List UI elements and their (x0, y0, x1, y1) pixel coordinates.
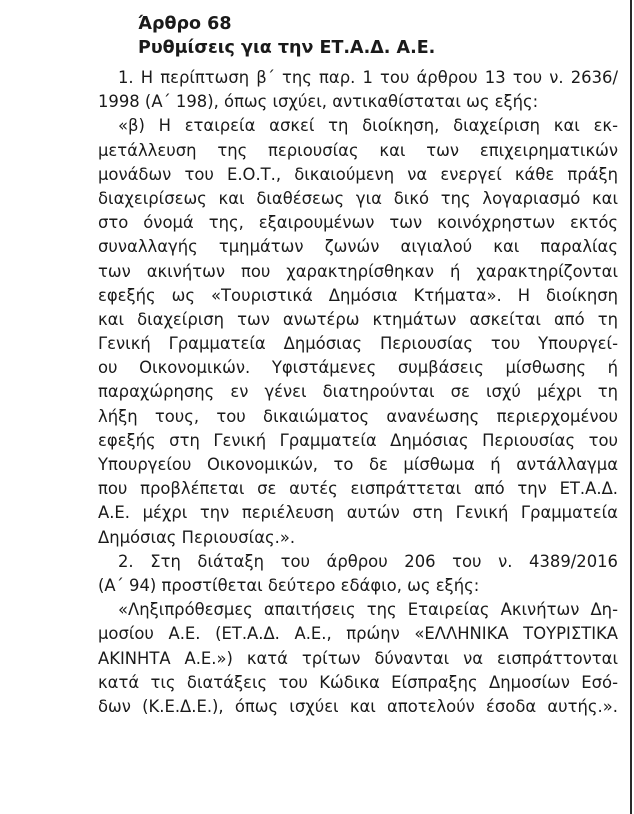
article-68 (98, 0, 618, 719)
paragraph-1-line: 1. Η περίπτωση β΄ της παρ. 1 του άρθρου 13 του ν. 2636/ (118, 68, 618, 87)
quote-1-line: Γενική Γραμματεία Δημόσιας Περιουσίας του Υπουργεί- (98, 334, 618, 354)
quote-1-line: που προβλέπεται σε αυτές εισπράττεται από την ΕΤ.Α.Δ. (98, 479, 618, 499)
quote-1-line: εφεξής ως «Τουριστικά Δημόσια Κτήματα». Η διοίκηση (98, 285, 618, 305)
quote-2-line: δων (Κ.Ε.Δ.Ε.), όπως ισχύει και αποτελούν έσοδα αυτής.». (98, 696, 618, 716)
quote-2-line: «Ληξιπρόθεσμες απαιτήσεις της Εταιρείας Ακινήτων Δη- (118, 600, 618, 620)
article-title: Ρυθμίσεις για την ΕΤ.Α.Δ. Α.Ε. (138, 38, 436, 58)
quote-2-line: μοσίου Α.Ε. (ΕΤ.Α.Δ. Α.Ε., πρώην «ΕΛΛΗΝΙΚΑ ΤΟΥΡΙΣΤΙΚΑ (98, 624, 618, 644)
article-body (98, 66, 618, 719)
quote-1-line: Δημόσιας Περιουσίας.». (98, 527, 296, 547)
quote-1-line: μονάδων του Ε.Ο.Τ., δικαιούμενη να ενεργεί κάθε πράξη (98, 164, 618, 184)
quote-1-line: διαχειρίσεως και διαθέσεως για δικό της λογαριασμό και (98, 188, 618, 208)
quote-1-line: των ακινήτων που χαρακτηρίσθηκαν ή χαρακτηρίζονται (98, 261, 618, 281)
quote-1-line: συναλλαγής τμημάτων ζωνών αιγιαλού και παραλίας (98, 237, 618, 257)
quote-1-line: λήξη τους, του δικαιώματος ανανέωσης περιερχομένου (98, 406, 618, 426)
paragraph-2-line: 2. Στη διάταξη του άρθρου 206 του ν. 4389/2016 (118, 551, 618, 571)
quote-2-line: ΑΚΙΝΗΤΑ Α.Ε.») κατά τρίτων δύνανται να εισπράττονται (98, 648, 618, 668)
paragraph-2-line: (Α΄ 94) προστίθεται δεύτερο εδάφιο, ως εξής: (98, 575, 480, 595)
quote-1-line: εφεξής στη Γενική Γραμματεία Δημόσιας Περιουσίας του (98, 430, 618, 450)
paragraph-1-line: 1998 (Α΄ 198), όπως ισχύει, αντικαθίσταται ως εξής: (98, 92, 539, 112)
quote-1-line: παραχώρησης εν γένει διατηρούνται σε ισχύ μέχρι τη (98, 382, 618, 402)
quote-1-line: Α.Ε. μέχρι την περιέλευση αυτών στη Γενική Γραμματεία (98, 503, 618, 523)
quote-1-line: και διαχείριση των ανωτέρω κτημάτων ασκείται από τη (98, 309, 618, 329)
quote-1-line: στο όνομά της, εξαιρουμένων των κοινόχρηστων εκτός (98, 213, 618, 233)
quote-1-line: «β) Η εταιρεία ασκεί τη διοίκηση, διαχείριση και εκ- (118, 116, 618, 136)
quote-2-line: κατά τις διατάξεις του Κώδικα Είσπραξης Δημοσίων Εσό- (98, 672, 618, 692)
article-number: Άρθρο 68 (138, 14, 232, 34)
quote-1-line: Υπουργείου Οικονομικών, το δε μίσθωμα ή αντάλλαγμα (98, 455, 618, 474)
page-edge-rule (630, 0, 632, 814)
quote-1-line: ου Οικονομικών. Υφιστάμενες συμβάσεις μίσθωσης ή (98, 358, 618, 378)
quote-1-line: μετάλλευση της περιουσίας και των επιχειρηματικών (98, 140, 618, 160)
